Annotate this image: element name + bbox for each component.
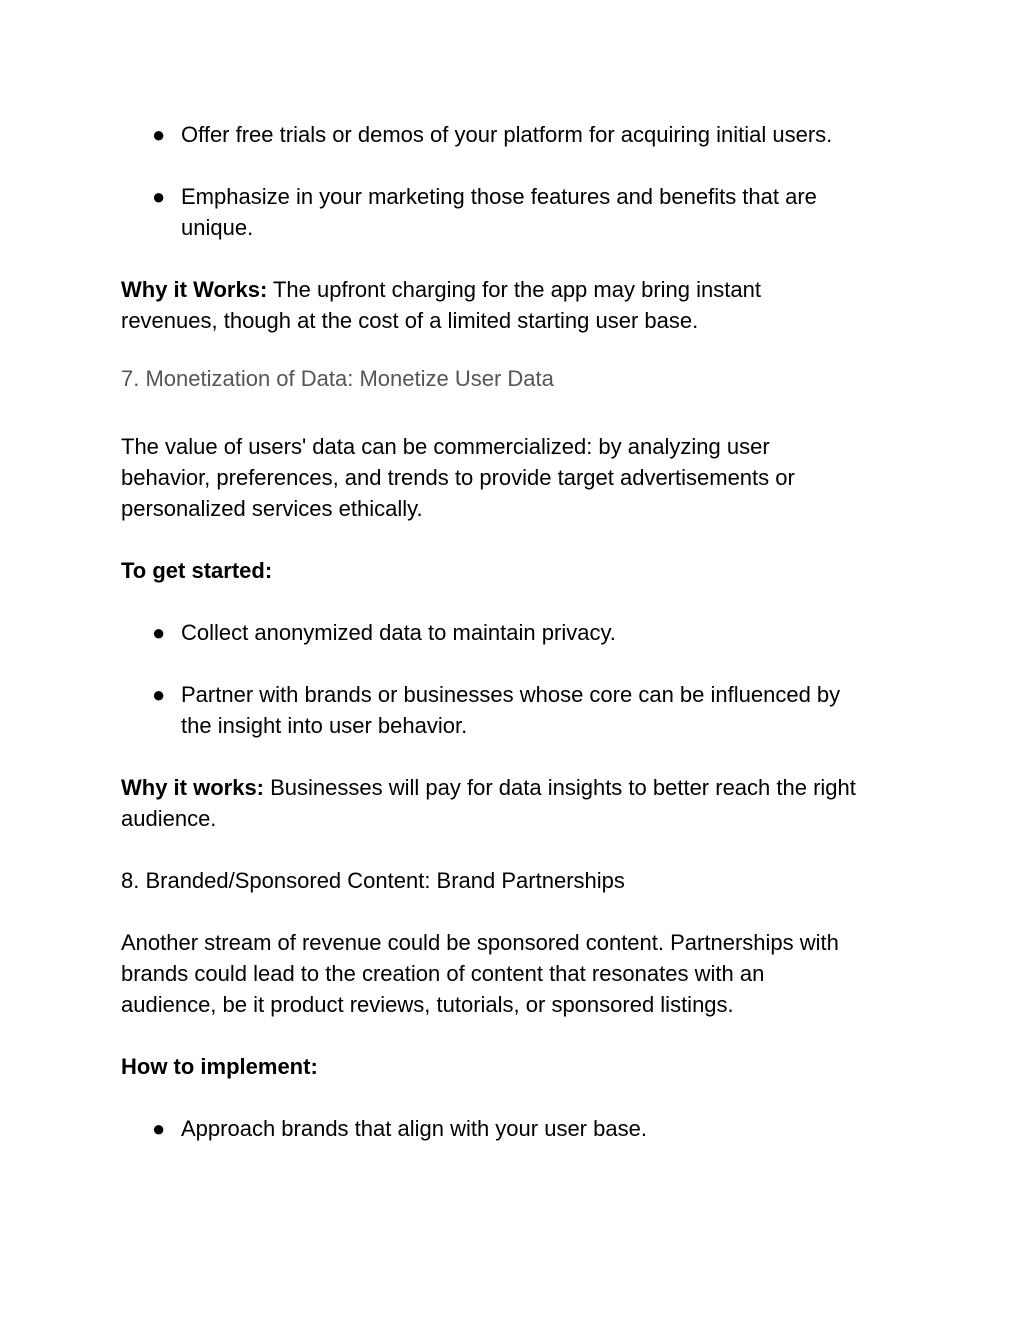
list-item: Approach brands that align with your user base. <box>181 1116 647 1141</box>
bullet-dot: ● <box>152 122 166 147</box>
subheading-to-get-started: To get started: <box>121 558 273 583</box>
section-heading-8: 8. Branded/Sponsored Content: Brand Partnerships <box>121 868 625 893</box>
list-item: Offer free trials or demos of your platform for acquiring initial users. <box>181 122 833 147</box>
paragraph-line: Another stream of revenue could be sponsored content. Partnerships with <box>121 930 839 955</box>
why-it-works-text-line2: revenues, though at the cost of a limited starting user base. <box>121 308 699 333</box>
why-it-works-label: Why it works: <box>121 775 265 800</box>
why-it-works-text: The upfront charging for the app may bring instant <box>267 277 761 302</box>
list-item: Emphasize in your marketing those features and benefits that are <box>181 184 817 209</box>
why-it-works-label: Why it Works: <box>121 277 268 302</box>
list-item: Partner with brands or businesses whose core can be influenced by <box>181 682 841 707</box>
section-heading-7: 7. Monetization of Data: Monetize User Data <box>121 366 554 391</box>
paragraph-line: brands could lead to the creation of content that resonates with an <box>121 961 765 986</box>
paragraph-line: audience, be it product reviews, tutorials, or sponsored listings. <box>121 992 734 1017</box>
bullet-dot: ● <box>152 620 166 645</box>
bullet-dot: ● <box>152 184 166 209</box>
paragraph-line: behavior, preferences, and trends to provide target advertisements or <box>121 465 795 490</box>
bullet-dot: ● <box>152 682 166 707</box>
paragraph-line: The value of users' data can be commercialized: by analyzing user <box>121 434 770 459</box>
bullet-dot: ● <box>152 1116 166 1141</box>
list-item-continuation: the insight into user behavior. <box>181 713 468 738</box>
list-item-continuation: unique. <box>181 215 254 240</box>
subheading-how-to-implement: How to implement: <box>121 1054 318 1079</box>
why-it-works-text-line2: audience. <box>121 806 217 831</box>
why-it-works-text: Businesses will pay for data insights to better reach the right <box>264 775 856 800</box>
why-it-works-paragraph <box>121 274 761 305</box>
paragraph-line: personalized services ethically. <box>121 496 423 521</box>
why-it-works-paragraph <box>121 772 856 803</box>
list-item: Collect anonymized data to maintain privacy. <box>181 620 616 645</box>
